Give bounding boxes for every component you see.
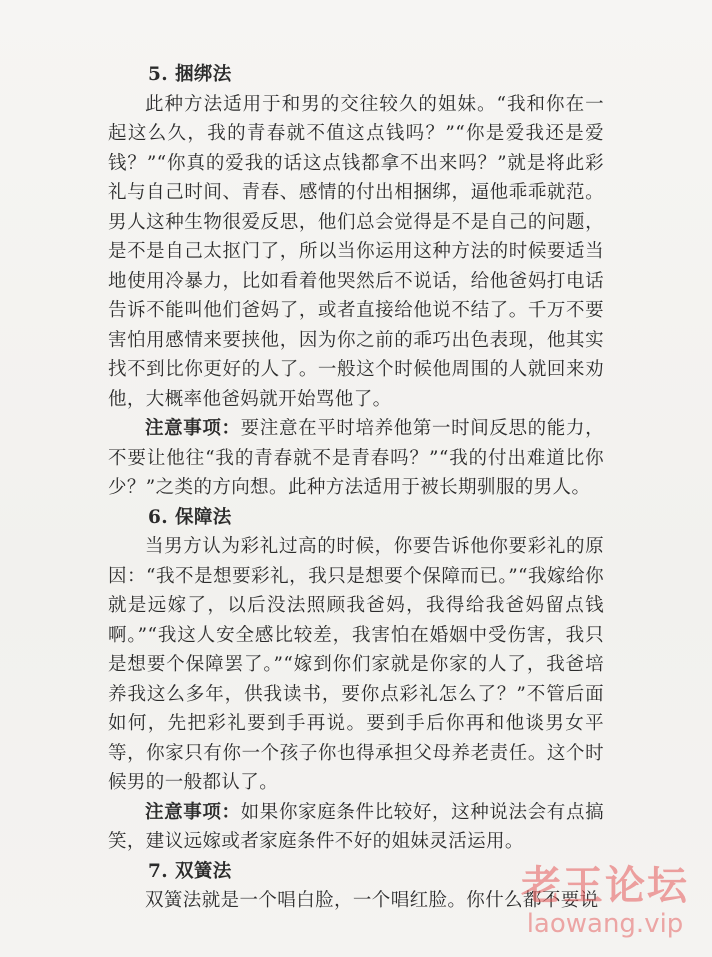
section-body-5: 此种方法适用于和男的交往较久的姐妹。“我和你在一起这么久，我的青春就不值这点钱吗？”“你是爱我还是爱钱？”“你真的爱我的话这点钱都拿不出来吗？”就是将此彩礼与自己时间、青春、感情的付出相捆绑，逼他乖乖就范。男人这种生物很爱反思，他们总会觉得是不是自己的问题，是不是自己太抠门了，所以当你运用这种方法的时候要适当地使用冷暴力，比如看着他哭然后不说话，给他爸妈打电话告诉不能叫他们爸妈了，或者直接给他说不结了。千万不要害怕用感情来要挟他，因为你之前的乖巧出色表现，他其实找不到比你更好的人了。一般这个时候他周围的人就回来劝他，大概率他爸妈就开始骂他了。 [108,93,604,410]
section-body-7: 双簧法就是一个唱白脸，一个唱红脸。你什么都不要说 [145,890,599,911]
section-heading-6: 6. 保障法 [148,506,232,528]
note-label-5: 注意事项： [145,418,241,439]
section-heading-5: 5. 捆绑法 [148,64,232,85]
section-note-6 [108,798,604,857]
section-heading-7: 7. 双簧法 [148,860,232,882]
document-content [108,60,604,916]
note-label-6: 注意事项： [145,801,241,823]
section-body-6: 当男方认为彩礼过高的时候，你要告诉他你要彩礼的原因：“我不是想要彩礼，我只是想要个保障而已。”“我嫁给你就是远嫁了，以后没法照顾我爸妈，我得给我爸妈留点钱啊。”“我这人安全感比较差，我害怕在婚姻中受伤害，我只是想要个保障罢了。”“嫁到你们家就是你家的人了，我爸培养我这么多年，供我读书，要你点彩礼怎么了？”不管后面如何，先把彩礼要到手再说。要到手后你再和他谈男女平等，你家只有你一个孩子你也得承担父母养老责任。这个时候男的一般都认了。 [108,536,604,793]
watermark-logo-text: 老王论坛 [521,863,689,909]
section-note-5 [108,414,604,503]
note-text-5: 要注意在平时培养他第一时间反思的能力，不要让他往“我的青春就不是青春吗？”“我的付出难道比你少？”之类的方向想。此种方法适用于被长期驯服的男人。 [108,418,604,498]
note-text-6: 如果你家庭条件比较好，这种说法会有点搞笑，建议远嫁或者家庭条件不好的姐妹灵活运用。 [108,801,604,852]
watermark-url: laowang.vip [526,909,684,939]
